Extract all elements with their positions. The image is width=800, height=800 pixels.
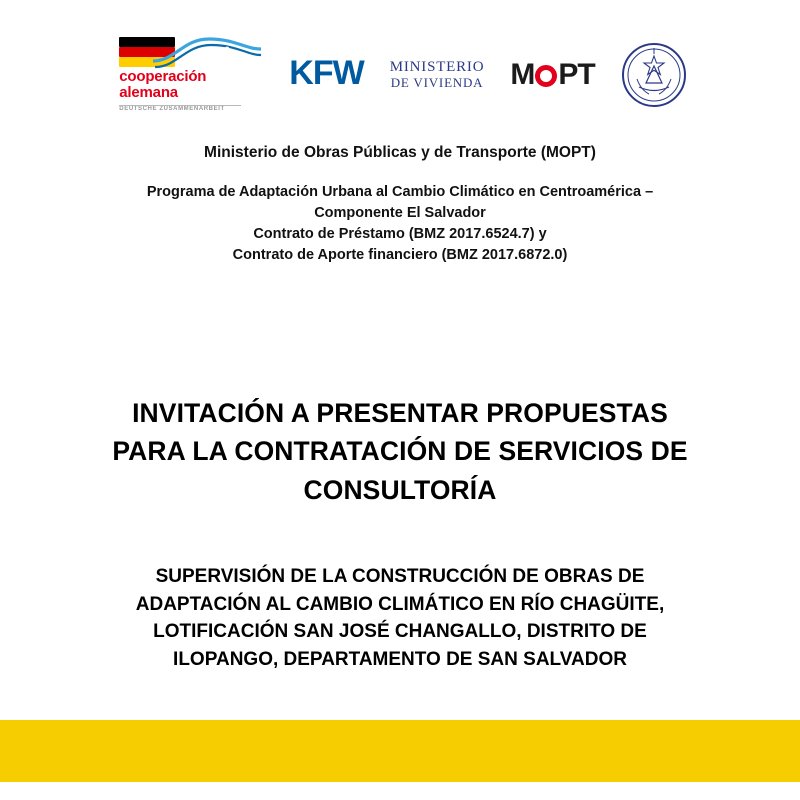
mopt-post: PT bbox=[558, 58, 595, 91]
mopt-ring-icon bbox=[535, 65, 557, 87]
kfw-logo: KFW bbox=[289, 54, 364, 92]
main-title-block bbox=[0, 394, 800, 509]
program-line-3: Contrato de Préstamo (BMZ 2017.6524.7) y bbox=[253, 226, 547, 243]
logo-bar bbox=[0, 0, 800, 114]
subtitle-line-4: ILOPANGO, DEPARTAMENTO DE SAN SALVADOR bbox=[173, 648, 627, 670]
giz-line1: cooperación bbox=[119, 68, 207, 85]
subtitle-block bbox=[0, 563, 800, 673]
giz-divider bbox=[119, 105, 241, 106]
giz-wordmark bbox=[119, 68, 225, 112]
page-subtitle bbox=[52, 563, 748, 673]
subtitle-line-2: ADAPTACIÓN AL CAMBIO CLIMÁTICO EN RÍO CHAGÜITE, bbox=[135, 593, 665, 615]
title-line-3: CONSULTORÍA bbox=[303, 474, 497, 505]
vivienda-line2: DE VIVIENDA bbox=[390, 75, 484, 91]
footer-white-band bbox=[0, 782, 800, 800]
coat-of-arms-icon bbox=[621, 42, 687, 108]
subtitle-line-1: SUPERVISIÓN DE LA CONSTRUCCIÓN DE OBRAS DE bbox=[155, 566, 645, 588]
program-line-2: Componente El Salvador bbox=[314, 205, 486, 222]
program-name bbox=[0, 182, 800, 266]
ministerio-de-vivienda-logo bbox=[390, 59, 485, 91]
header-block bbox=[0, 144, 800, 266]
subtitle-line-3: LOTIFICACIÓN SAN JOSÉ CHANGALLO, DISTRITO DE bbox=[153, 621, 647, 643]
giz-line2: alemana bbox=[119, 83, 178, 101]
title-line-1: INVITACIÓN A PRESENTAR PROPUESTAS bbox=[132, 398, 668, 429]
giz-cooperacion-alemana-logo bbox=[113, 37, 263, 113]
program-line-1: Programa de Adaptación Urbana al Cambio Climático en Centroamérica – bbox=[146, 184, 654, 200]
swoosh-icon bbox=[153, 35, 261, 71]
mopt-pre: M bbox=[510, 58, 535, 91]
program-line-4: Contrato de Aporte financiero (BMZ 2017.6872.0) bbox=[232, 247, 568, 264]
page-title bbox=[60, 394, 740, 509]
giz-line3: DEUTSCHE ZUSAMMENARBEIT bbox=[119, 106, 225, 112]
mopt-logo bbox=[510, 60, 594, 90]
footer-yellow-band bbox=[0, 720, 800, 782]
escudo-el-salvador-logo bbox=[621, 42, 687, 108]
title-line-2: PARA LA CONTRATACIÓN DE SERVICIOS DE bbox=[112, 436, 688, 467]
ministry-name: Ministerio de Obras Públicas y de Transporte (MOPT) bbox=[204, 144, 596, 161]
vivienda-line1: MINISTERIO bbox=[389, 58, 485, 75]
